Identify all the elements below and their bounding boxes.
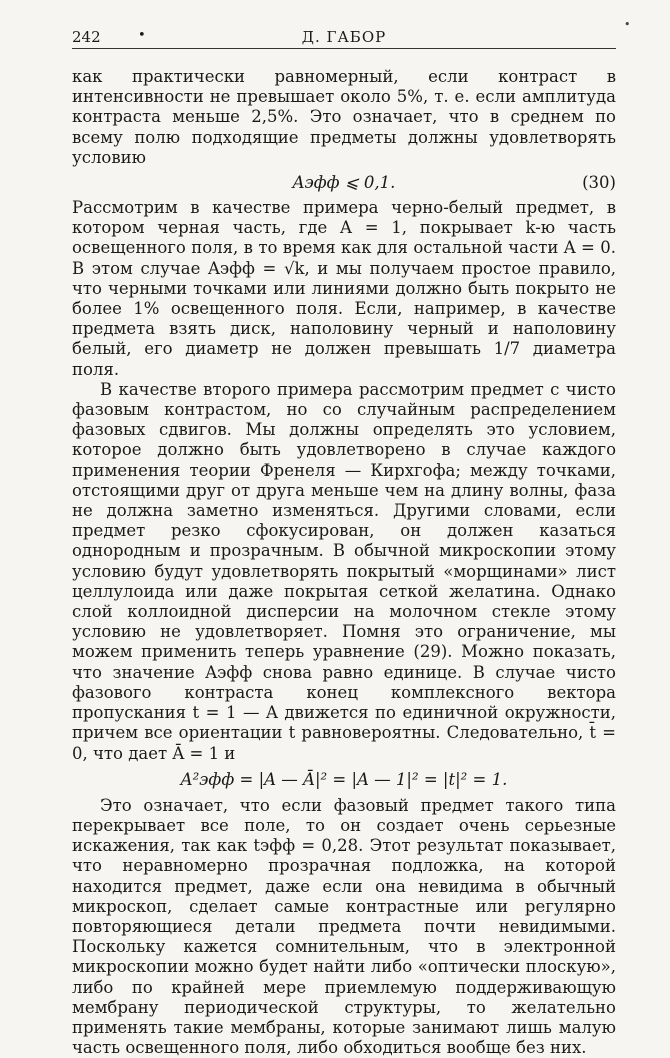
equation-30 <box>72 168 616 198</box>
equation-unnumbered-formula: A²эфф = |A — Ā|² = |A — 1|² = |t|² = 1. <box>180 769 508 789</box>
paragraph-4: Это означает, что если фазовый предмет такого типа перекрывает все поле, то он создает очень серьезные искажения, так как tэфф = 0,28. Этот результат показывает, что неравномерно прозрачная подложка, на которой находится предмет, даже если она невидима в обычный микроскоп, сделает самые контрастные или регулярно повторяющиеся детали предмета почти невидимыми. Поскольку кажется сомнительным, что в электронной микроскопии можно будет найти либо «оптически плоскую», либо по крайней мере приемлемую поддерживающую мембрану периодической структуры, то желательно применять такие мембраны, которые занимают лишь малую часть освещенного поля, либо обходиться вообще без них. <box>72 795 616 1058</box>
page <box>72 26 616 1058</box>
equation-30-number: (30) <box>582 173 616 193</box>
page-number: 242 <box>72 28 101 46</box>
corner-mark: • <box>624 18 631 31</box>
equation-unnumbered <box>72 764 616 796</box>
body-text <box>72 67 616 1058</box>
equation-30-formula: Aэфф ⩽ 0,1. <box>292 173 396 193</box>
header-dot: • <box>138 28 146 43</box>
paragraph-2: Рассмотрим в качестве примера черно-белый предмет, в котором черная часть, где A = 1, покрывает k-ю часть освещенного поля, в то время как для остальной части A = 0. В этом случае Aэфф = √k, и мы получаем простое правило, что черными точками или линиями должно быть покрыто не более 1% освещенного поля. Если, например, в качестве предмета взять диск, наполовину черный и наполовину белый, его диаметр не должен превышать 1/7 диаметра поля. <box>72 198 616 379</box>
running-title: Д. ГАБОР <box>301 28 387 46</box>
paragraph-1: как практически равномерный, если контраст в интенсивности не превышает около 5%, т. е. если амплитуда контраста меньше 2,5%. Это означает, что в среднем по всему полю подходящие предметы должны удовлетворять условию <box>72 67 616 167</box>
page-header <box>72 26 616 49</box>
paragraph-3: В качестве второго примера рассмотрим предмет с чисто фазовым контрастом, но со случайным распределением фазовых сдвигов. Мы должны определять это условием, которое должно быть удовлетворено в случае каждого применения теории Френеля — Кирхгофа; между точками, отстоящими друг от друга меньше чем на длину волны, фаза не должна заметно изменяться. Другими словами, если предмет резко сфокусирован, он должен казаться однородным и прозрачным. В обычной микроскопии этому условию будут удовлетворять покрытый «морщинами» лист целлулоида или даже покрытая сеткой желатина. Однако слой коллоидной дисперсии на молочном стекле этому условию не удовлетворяет. Помня это ограничение, мы можем применить теперь уравнение (29). Можно показать, что значение Aэфф снова равно единице. В случае чисто фазового контраста конец комплексного вектора пропускания t = 1 — A движется по единичной окружности, причем все ориентации t равновероятны. Следовательно, t̄ = 0, что дает Ā = 1 и <box>72 379 616 763</box>
